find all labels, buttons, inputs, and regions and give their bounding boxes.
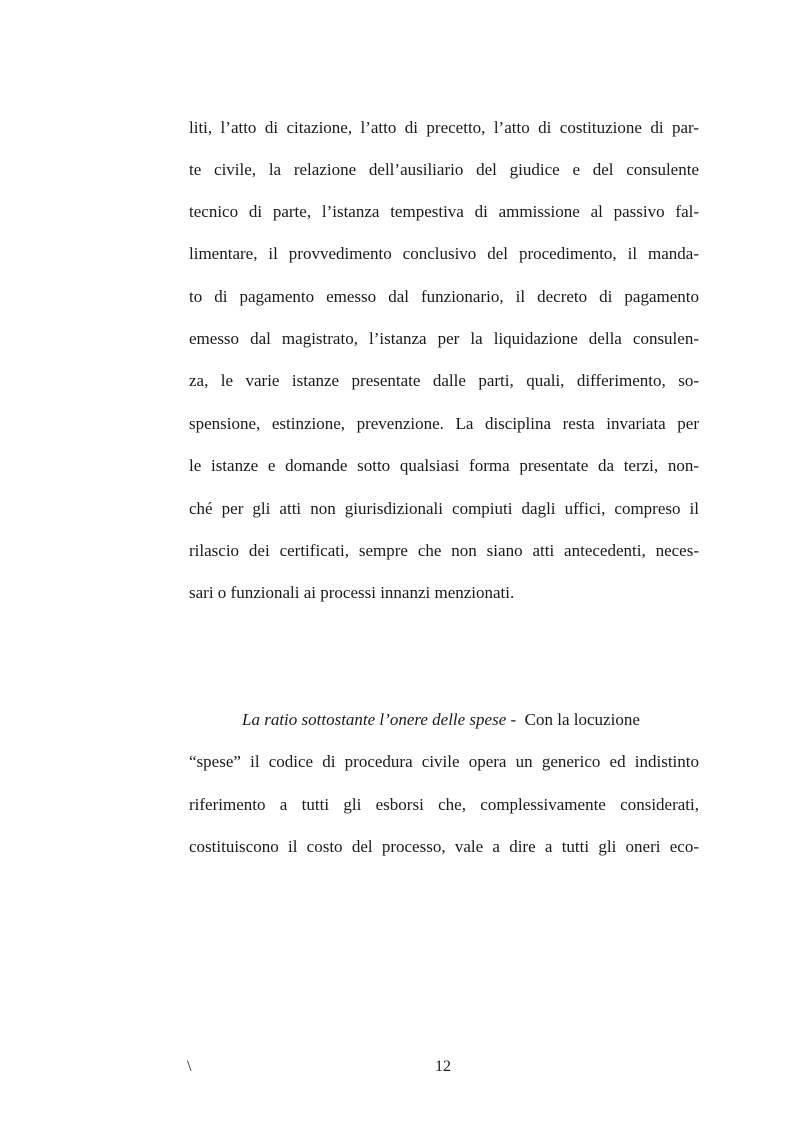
paragraph-line: ché per gli atti non giurisdizionali compiuti dagli uffici, compreso il <box>189 499 699 518</box>
paragraph-line: za, le varie istanze presentate dalle parti, quali, differimento, so- <box>189 371 699 390</box>
paragraph-line: te civile, la relazione dell’ausiliario del giudice e del consulente <box>189 160 699 179</box>
section-heading: La ratio sottostante l’onere delle spese - <box>242 710 517 729</box>
paragraph-line: “spese” il codice di procedura civile opera un generico ed indistinto <box>189 752 699 771</box>
paragraph-line-start: Con la locuzione <box>524 710 640 729</box>
paragraph-line: emesso dal magistrato, l’istanza per la liquidazione della consulen- <box>189 329 699 348</box>
section-heading-line <box>242 710 699 730</box>
paragraph-line: liti, l’atto di citazione, l’atto di precetto, l’atto di costituzione di par- <box>189 118 699 137</box>
paragraph-line: limentare, il provvedimento conclusivo del procedimento, il manda- <box>189 244 699 263</box>
paragraph-line: riferimento a tutti gli esborsi che, complessivamente considerati, <box>189 795 699 814</box>
page-number: 12 <box>435 1058 451 1075</box>
footer-mark: \ <box>187 1058 192 1075</box>
paragraph-line: to di pagamento emesso dal funzionario, il decreto di pagamento <box>189 287 699 306</box>
paragraph-line: tecnico di parte, l’istanza tempestiva di ammissione al passivo fal- <box>189 202 699 221</box>
paragraph-line: rilascio dei certificati, sempre che non siano atti antecedenti, neces- <box>189 541 699 560</box>
paragraph-line: costituiscono il costo del processo, vale a dire a tutti gli oneri eco- <box>189 837 699 856</box>
paragraph-line: spensione, estinzione, prevenzione. La disciplina resta invariata per <box>189 414 699 433</box>
paragraph-line: le istanze e domande sotto qualsiasi forma presentate da terzi, non- <box>189 456 699 475</box>
paragraph-line: sari o funzionali ai processi innanzi menzionati. <box>189 583 515 602</box>
